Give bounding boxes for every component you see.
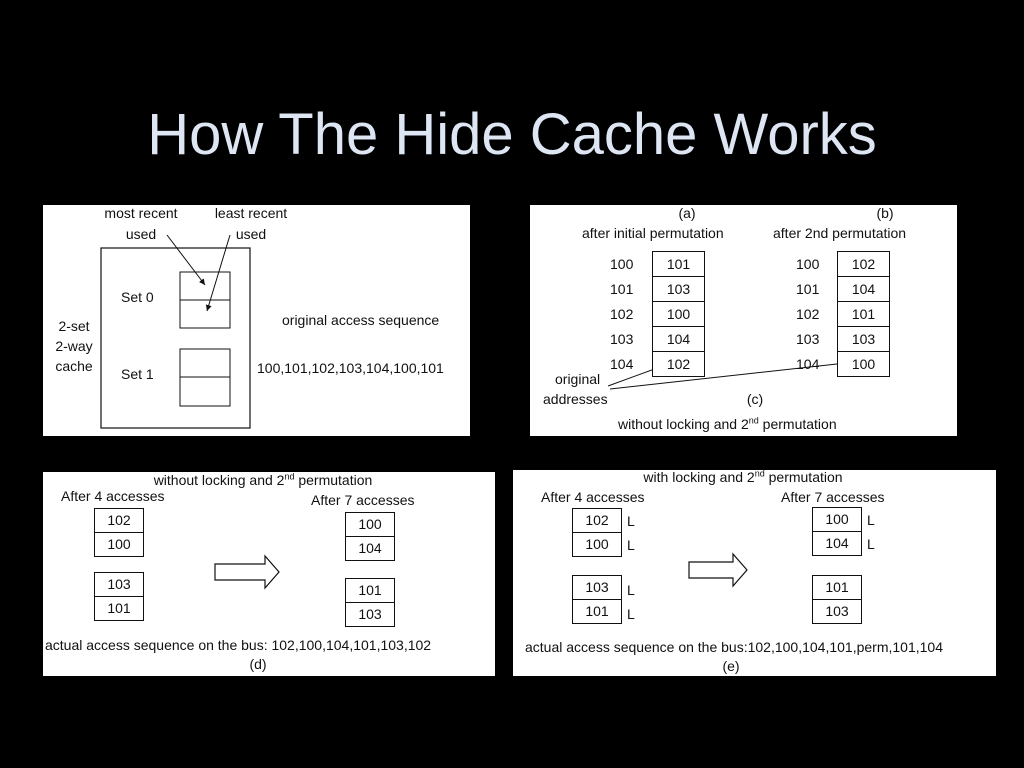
cache-label-line3: cache [55, 358, 93, 374]
set0-label: Set 0 [121, 289, 154, 305]
title-b: after 2nd permutation [773, 225, 907, 241]
cache-outline [101, 248, 250, 428]
label-a: (a) [678, 205, 696, 221]
table-b-row: 102 [837, 251, 890, 277]
set1-label: Set 1 [121, 366, 154, 382]
after4-label-d: After 4 accesses [61, 488, 165, 504]
table-a-row: 102 [652, 351, 705, 377]
title-a: after initial permutation [582, 225, 724, 241]
original-sequence-label: original access sequence [282, 312, 440, 328]
cache-label-line1: 2-set [58, 318, 90, 334]
addr-b-101: 101 [796, 281, 820, 297]
lru-label-line2: used [235, 226, 267, 242]
cache-structure-panel [43, 205, 470, 436]
no-locking-panel [43, 472, 495, 676]
addr-a-102: 102 [610, 306, 634, 322]
addr-a-104: 104 [610, 356, 634, 372]
mru-label-line1: most recent [104, 205, 178, 221]
mru-label-line2: used [125, 226, 157, 242]
permutation-panel [530, 205, 957, 436]
d-set0-after7-row: 100 [345, 512, 395, 537]
bus-sequence-e: actual access sequence on the bus:102,100,104,101,perm,101,104 [525, 639, 943, 655]
hollow-arrow-icon [215, 556, 279, 588]
label-c: (c) [746, 391, 764, 407]
e-set1-after4-row: 101 [572, 599, 622, 624]
e-set0-after7-row: 104 [812, 531, 862, 556]
after7-label-d: After 7 accesses [311, 492, 415, 508]
table-b-row: 101 [837, 301, 890, 327]
lock-mark: L [627, 537, 635, 553]
addr-b-100: 100 [796, 256, 820, 272]
d-set1-after7-row: 103 [345, 602, 395, 627]
e-set0-after4-row: 100 [572, 532, 622, 557]
lock-mark: L [627, 582, 635, 598]
d-set1-after7-row: 101 [345, 578, 395, 603]
addr-a-101: 101 [610, 281, 634, 297]
lock-mark: L [627, 513, 635, 529]
table-b-row: 100 [837, 351, 890, 377]
label-b: (b) [876, 205, 894, 221]
e-set0-after7-row: 100 [812, 507, 862, 532]
original-addresses-line2: addresses [543, 391, 608, 407]
lock-mark: L [867, 512, 875, 528]
original-sequence: 100,101,102,103,104,100,101 [257, 360, 444, 376]
table-a-row: 101 [652, 251, 705, 277]
original-addresses-line1: original [555, 371, 601, 387]
addr-a-103: 103 [610, 331, 634, 347]
after7-label-e: After 7 accesses [781, 489, 885, 505]
lock-mark: L [627, 606, 635, 622]
e-set1-after7-row: 103 [812, 599, 862, 624]
addr-b-103: 103 [796, 331, 820, 347]
mru-arrow [167, 235, 205, 285]
d-set0-after4-row: 100 [94, 532, 144, 557]
lock-mark: L [867, 536, 875, 552]
table-a-row: 103 [652, 276, 705, 302]
after4-label-e: After 4 accesses [541, 489, 645, 505]
bus-sequence-d: actual access sequence on the bus: 102,100,104,101,103,102 [45, 637, 432, 653]
e-set1-after7-row: 101 [812, 575, 862, 600]
permutation-caption: without locking and 2nd permutation [618, 415, 837, 432]
label-e: (e) [722, 658, 740, 674]
table-a-row: 104 [652, 326, 705, 352]
lru-label-line1: least recent [214, 205, 288, 221]
d-set0-after4-row: 102 [94, 508, 144, 533]
e-set0-after4-row: 102 [572, 508, 622, 533]
e-set1-after4-row: 103 [572, 575, 622, 600]
cache-label-line2: 2-way [55, 338, 93, 354]
label-d: (d) [249, 656, 267, 672]
table-b-row: 103 [837, 326, 890, 352]
table-a-row: 100 [652, 301, 705, 327]
with-locking-panel [513, 470, 996, 676]
addr-b-102: 102 [796, 306, 820, 322]
slide-title: How The Hide Cache Works [147, 102, 877, 167]
d-set0-after7-row: 104 [345, 536, 395, 561]
d-set1-after4-row: 101 [94, 596, 144, 621]
hollow-arrow-icon [689, 554, 747, 586]
table-b-row: 104 [837, 276, 890, 302]
d-set1-after4-row: 103 [94, 572, 144, 597]
addr-b-104: 104 [796, 356, 820, 372]
addr-a-100: 100 [610, 256, 634, 272]
caption-e: with locking and 2nd permutation [643, 470, 843, 485]
caption-d: without locking and 2nd permutation [153, 472, 373, 488]
